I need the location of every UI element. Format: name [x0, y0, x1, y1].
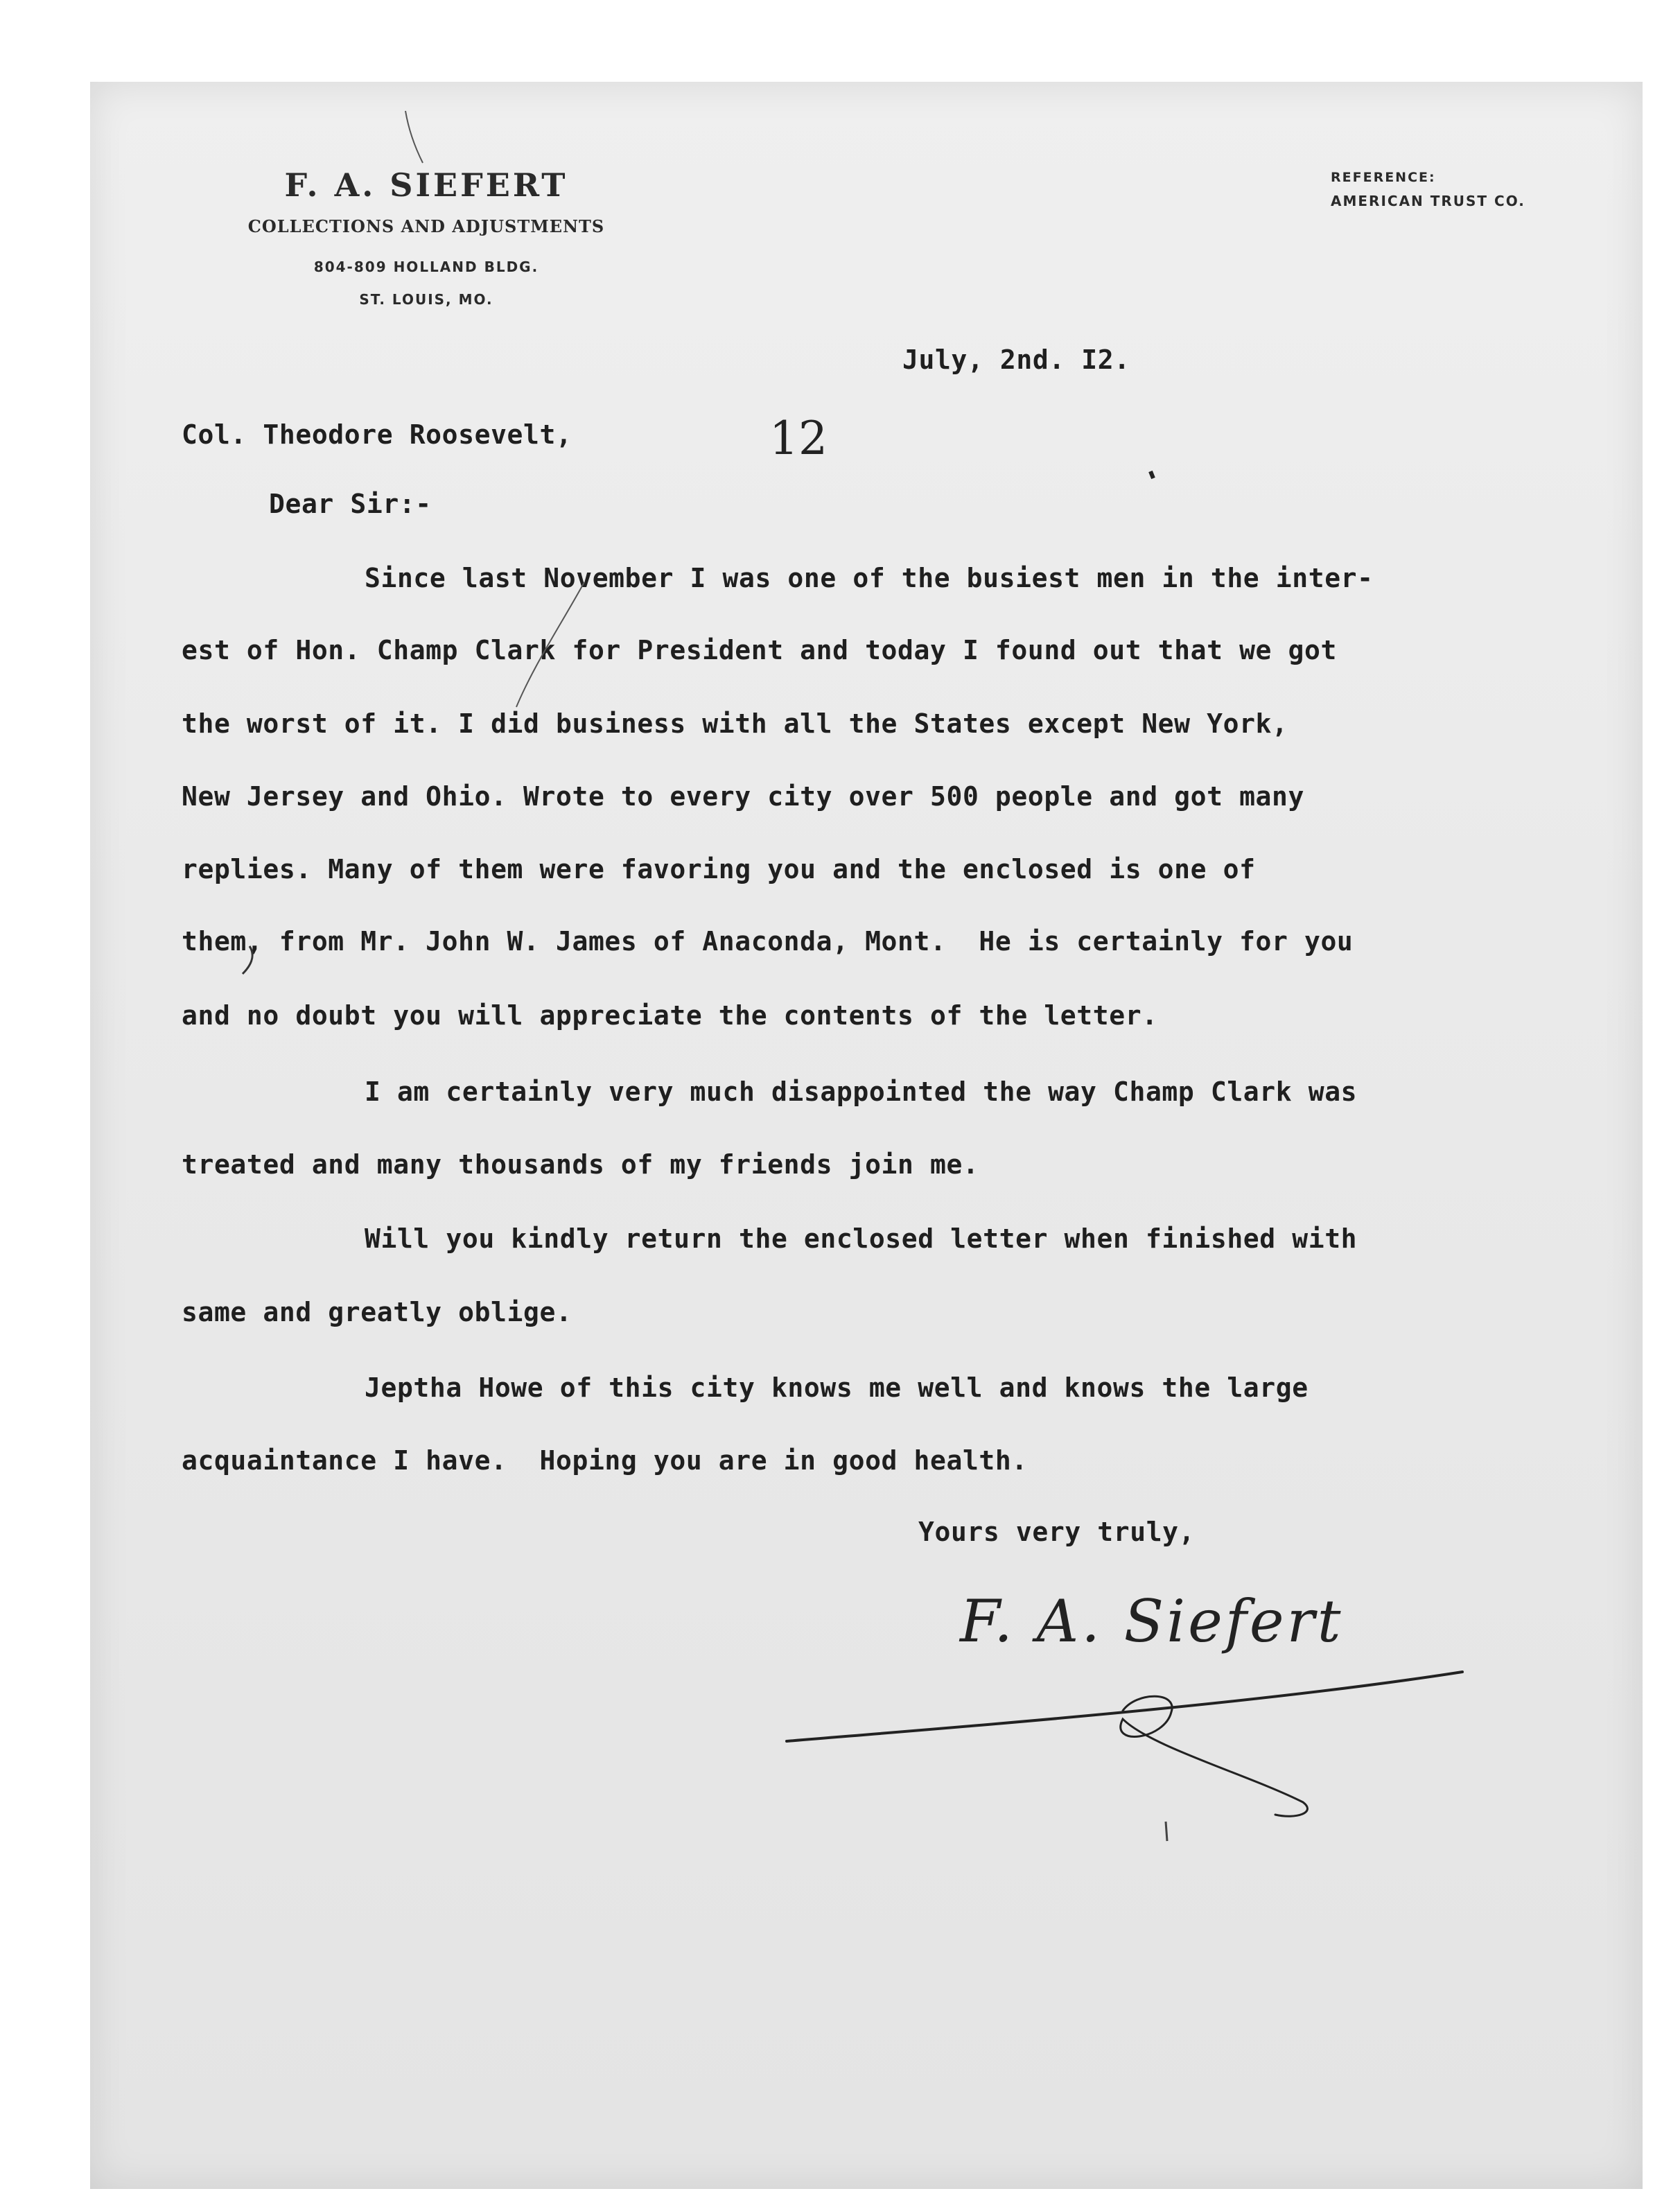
body-line: est of Hon. Champ Clark for President and today I found out that we got — [182, 635, 1337, 665]
body-line: acquaintance I have. Hoping you are in good health. — [182, 1445, 1028, 1476]
letterhead-city: ST. LOUIS, MO. — [359, 291, 493, 308]
body-line: Jeptha Howe of this city knows me well and knows the large — [365, 1372, 1309, 1403]
reference-value: AMERICAN TRUST CO. — [1331, 193, 1525, 209]
body-line: Will you kindly return the enclosed letter when finished with — [365, 1223, 1358, 1254]
letterhead-name: F. A. SIEFERT — [284, 166, 568, 204]
body-line: same and greatly oblige. — [182, 1297, 572, 1327]
letterhead-address: 804-809 HOLLAND BLDG. — [313, 259, 539, 275]
body-line: replies. Many of them were favoring you and the enclosed is one of — [182, 854, 1256, 884]
body-line: treated and many thousands of my friends join me. — [182, 1149, 979, 1180]
letter-date: July, 2nd. I2. — [902, 344, 1130, 375]
body-line: Since last November I was one of the busiest men in the inter- — [365, 563, 1374, 593]
salutation: Dear Sir:- — [269, 489, 432, 519]
letterhead-business: COLLECTIONS AND ADJUSTMENTS — [247, 216, 605, 236]
body-line: New Jersey and Ohio. Wrote to every city over 500 people and got many — [182, 781, 1304, 812]
body-line: the worst of it. I did business with all the States except New York, — [182, 708, 1288, 739]
recipient-line: Col. Theodore Roosevelt, — [182, 419, 572, 450]
reference-label: REFERENCE: — [1331, 170, 1436, 185]
closing: Yours very truly, — [918, 1517, 1196, 1547]
handwritten-number: 12 — [769, 412, 828, 465]
body-line: and no doubt you will appreciate the contents of the letter. — [182, 1000, 1158, 1031]
signature: F. A. Siefert — [960, 1587, 1344, 1655]
body-line: them, from Mr. John W. James of Anaconda, Mont. He is certainly for you — [182, 926, 1354, 957]
body-line: I am certainly very much disappointed the way Champ Clark was — [365, 1076, 1358, 1107]
